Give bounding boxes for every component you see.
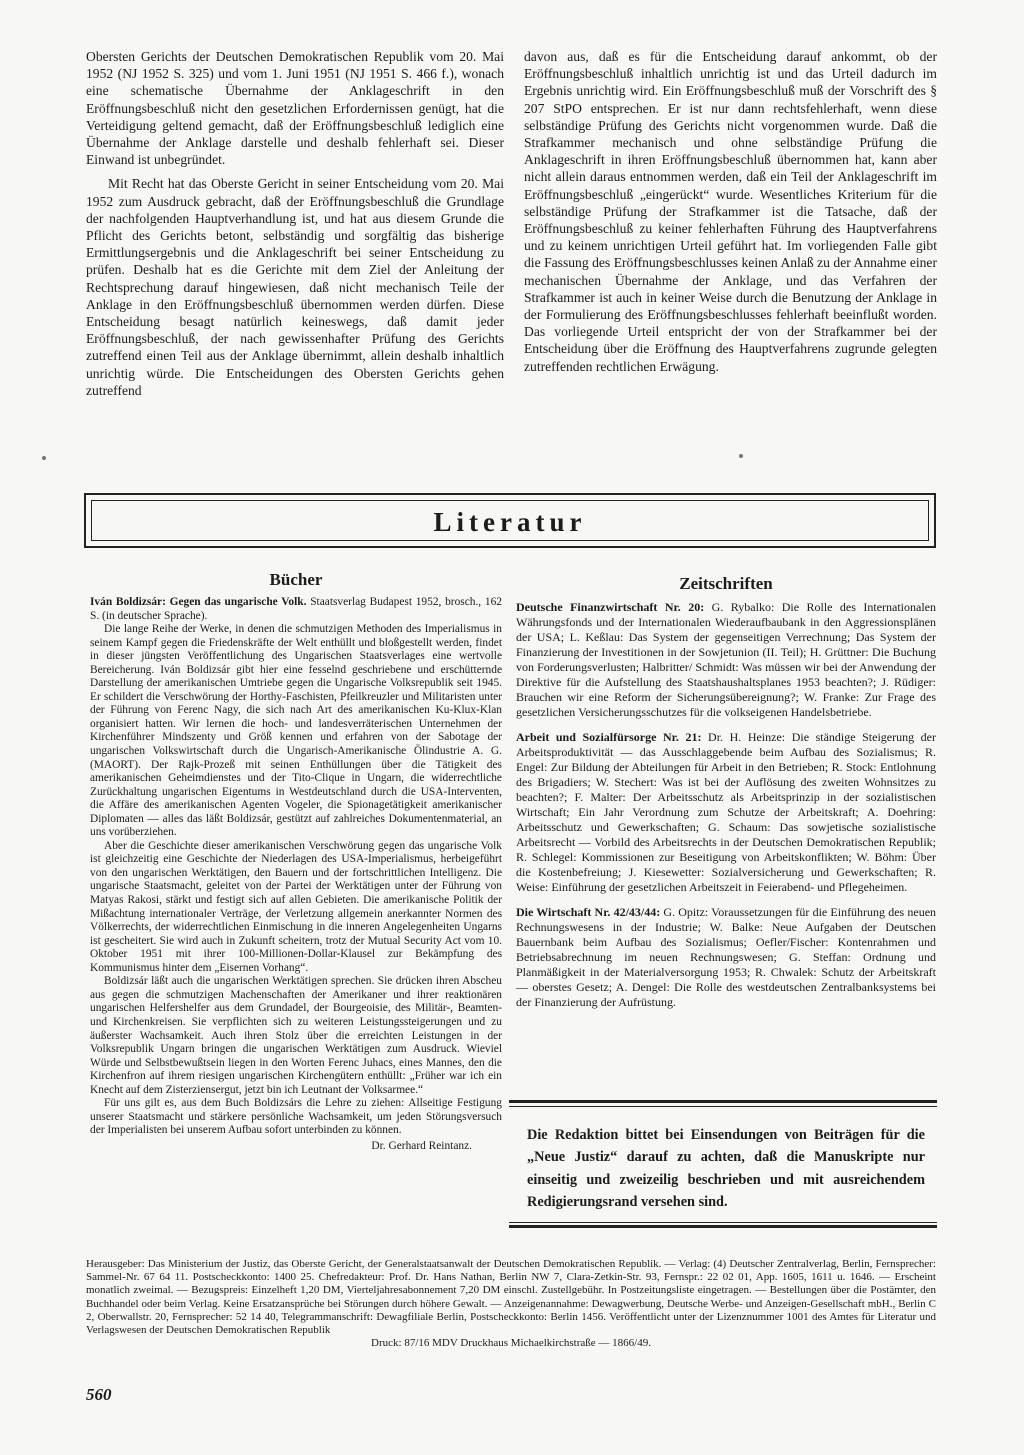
imprint-text: Herausgeber: Das Ministerium der Justiz, das Oberste Gericht, der Generalstaatsanwalt der Deutschen Demokratischen Republik. — Verlag: (4) Deutscher Zentralverlag, Berlin, Fernsprecher: Sammel-Nr. 67 64 11. Postscheckkonto: 1400 25. Chefredakteur: Prof. Dr. Hans Nathan, Berlin NW 7, Clara-Zetkin-Str. 93, Fernspr.: 22 02 01, App. 1605, 1611 u. 1646. — Erscheint monatlich zweimal. — Bezugspreis: Einzelheft 1,20 DM, Vierteljahresabonnement 7,20 DM einschl. Zustellgebühr. In Postzeitungsliste eingetragen. — Bestellungen über die Postämter, den Buchhandel oder beim Verlag. Keine Ersatzansprüche bei Störungen durch höhere Gewalt. — Anzeigenannahme: Dewagwerbung, Deutsche Werbe- und Anzeigen-Gesellschaft mbH., Berlin C 2, Oberwallstr. 20, Fernsprecher: 52 14 40, Telegrammanschrift: Dewagfiliale Berlin, Postscheckkonto: Berlin 1456. Veröffentlicht unter der Lizenznummer 1001 des Amtes für Literatur und Verlagswesen der Deutschen Demokratischen Republik xyxy=(86,1258,936,1337)
review-paragraph: Aber die Geschichte dieser amerikanischen Verschwörung gegen das ungarische Volk ist gleichzeitig eine Geschichte der Niederlagen des USA-Imperialismus, herbeigeführt von den ungarischen Werktätigen, den Bauern und der fortschrittlichen Intelligenz. Die ungarische Staatsmacht, geleitet von der Partei der Werktätigen unter der Führung von Matyas Rakosi, stärkt und festigt sich auf allen Gebieten. Die amerikanische Politik der Mißachtung internationaler Verträge, der Verletzung allgemein anerkannter Normen des Völkerrechts, der widerrechtlichen Einmischung in die inneren Angelegenheiten Ungarns ist gescheitert. Sie wird auch in Zukunft scheitern, trotz der Mutual Security Act vom 10. Oktober 1951 mit ihrer 100-Millionen-Dollar-Klausel zur Bekämpfung des Kommunismus hinter dem „Eisernen Vorhang“. xyxy=(90,839,502,974)
magazine-entry xyxy=(516,730,936,895)
book-title: Gegen das ungarische Volk. xyxy=(169,596,307,608)
article-paragraph: Obersten Gerichts der Deutschen Demokratischen Republik vom 20. Mai 1952 (NJ 1952 S. 325) und vom 1. Juni 1951 (NJ 1951 S. 466 f.), wonach eine schematische Übernahme der Anklageschrift in den Eröffnungsbeschluß nicht den gesetzlichen Erfordernissen genügt, hat die Verteidigung geltend gemacht, daß der Eröffnungsbeschluß lediglich eine Übernahme der Anklage darstelle und deshalb fehlerhaft sei. Dieser Einwand ist unbegründet. xyxy=(86,49,504,168)
print-speck xyxy=(739,454,743,458)
book-reference xyxy=(90,596,502,623)
magazine-list xyxy=(516,600,936,1010)
magazine-entry xyxy=(516,600,936,720)
journal-contents: G. Rybalko: Die Rolle des Internationalen Währungsfonds und der Internationalen Wiederaufbaubank in den Aggressionsplänen der USA; L. Keßlau: Das System der gegenseitigen Verrechnung; Das System der Finanzierung der Investitionen in der Sowjetunion (II. Teil); H. Grüttner: Die Buchung von Forderungsverlusten; Halbritter/ Schmidt: Was müssen wir bei der Anwendung der Direktive für die Aufstellung des Staatshaushaltsplanes 1953 beachten?; J. Rüdiger: Brauchen wir eine Reform der Sicherungsübereignung?; W. Franke: Zur Frage des gesetzlichen Versicherungsschutzes für die volkseigenen Handelsbetriebe. xyxy=(516,600,937,719)
journal-name: Die Wirtschaft Nr. 42/43/44: xyxy=(516,905,661,919)
book-publication: Staatsverlag Budapest 1952, brosch., 162 S. (in deutscher Sprache). xyxy=(90,596,502,622)
notice-rule-bottom xyxy=(509,1225,937,1228)
imprint-printer: Druck: 87/16 MDV Druckhaus Michaelkirchstraße — 1866/49. xyxy=(371,1337,651,1350)
magazines-heading: Zeitschriften xyxy=(679,574,773,593)
journal-name: Arbeit und Sozialfürsorge Nr. 21: xyxy=(516,730,702,744)
section-title: Literatur xyxy=(433,507,587,537)
review-paragraph: Für uns gilt es, aus dem Buch Boldizsárs die Lehre zu ziehen: Allseitige Festigung unserer Staatsmacht und stärkere persönliche Wachsamkeit, um jeden Störungsversuch der Imperialisten bei unserem Aufbau sofort unterbinden zu können. xyxy=(90,1097,502,1137)
print-speck xyxy=(42,456,46,460)
notice-rule-top-thin xyxy=(509,1106,937,1107)
review-paragraph: Boldizsár läßt auch die ungarischen Werktätigen sprechen. Sie drücken ihren Abscheu aus gegen die schmutzigen Machenschaften der Amerikaner und ihrer reaktionären ungarischen Helfershelfer aus dem Grundadel, der Bourgeoisie, des Militär-, Beamten- und Kirchenkreisen. Sie verpflichten sich zu weiteren Leistungssteigerungen und zu äußerster Wachsamkeit. Auch ihren Stolz über die erreichten Leistungen in der Volksrepublik Ungarn bringen die ungarischen Werktätigen zum Ausdruck. Wieviel Würde und Selbstbewußtsein liegen in den Worten Ferenc Juhacs, eines Mannes, den die Kirchenfron auf ihrem riesigen ungarischen Kirchengütern enthüllt: „Früher war ich ein Knecht auf dem Zisterziensergut, jetzt bin ich Leutnant der Volksarmee.“ xyxy=(90,975,502,1096)
magazine-entry xyxy=(516,905,936,1010)
journal-contents: Dr. H. Heinze: Die ständige Steigerung der Arbeitsproduktivität — das Ausschlaggebende beim Aufbau des Sozialismus; R. Engel: Zur Bildung der Abteilungen für Arbeit in den Betrieben; R. Stock: Entlohnung des Brigadiers; W. Stechert: Was ist bei der Auflösung des zweiten Wohnsitzes zu beachten?; F. Malter: Der Arbeitsschutz als Arbeitsprinzip in der sozialistischen Wirtschaft; Ein Jahr Verordnung zum Schutze der Arbeitskraft; A. Doehring: Arbeitsschutz und Gewerkschaften; G. Schaum: Das sowjetische sozialistische Arbeitsrecht — Vorbild des Arbeitsrechts in der Deutschen Demokratischen Republik; R. Schlegel: Kommissionen zur Beseitigung von Arbeitskonflikten; W. Böhm: Über die Kostenbefreiung; J. Kiesewetter: Sozialversicherung und Gewerkschaften; R. Weise: Einführung der gesetzlichen Arbeitszeit in Feierabend- und Pflegeheimen. xyxy=(516,730,937,894)
page-number: 560 xyxy=(86,1385,112,1404)
review-paragraph: Die lange Reihe der Werke, in denen die schmutzigen Methoden des Imperialismus in seinem Kampf gegen die Friedenskräfte der Welt enthüllt und bloßgestellt werden, findet in dieser jüngsten Veröffentlichung des Ungarischen Staatsverlages eine wertvolle Bereicherung. Iván Boldizsár gibt hier eine fesselnd geschriebene und erschütternde Darstellung der amerikanischen Umtriebe gegen die Ungarische Volksrepublik seit 1945. Er schildert die Verschwörung der Horthy-Faschisten, Pfeilkreuzler und Militaristen unter der Führung von Ferenc Nagy, die sich nach Art des amerikanischen Ku-Klux-Klan organisiert hatten. Wir lernen die hoch- und landesverräterischen Unternehmen der Kirchenführer Mindszenty und Größ kennen und erfahren von der Sabotage der ungarischen Volkswirtschaft durch die Ungarisch-Amerikanische Ölindustrie A. G. (MAORT). Der Rajk-Prozeß mit seinen Enthüllungen über die Tätigkeit des amerikanischen Geheimdienstes und der Tito-Clique in Ungarn, die widerrechtliche Zurückhaltung ungarischen Eigentums in Westdeutschland durch die USA-Interventen, die Affäre des amerikanischen Agenten Vogeler, die Spionagetätigkeit amerikanischer Diplomaten — alles das läßt Boldizsár, gestützt auf zahlreiches Dokumentenmaterial, an uns vorüberziehen. xyxy=(90,623,502,839)
article-paragraph: Mit Recht hat das Oberste Gericht in seiner Entscheidung vom 20. Mai 1952 zum Ausdruck gebracht, daß der Eröffnungsbeschluß die Grundlage der nachfolgenden Hauptverhandlung ist, und hat aus diesem Grunde die Pflicht des Gerichts betont, selbständig und sorgfältig das bisherige Ermittlungsergebnis und die Anklageschrift bei seiner Entscheidung zu prüfen. Deshalb hat es die Gerichte mit dem Ziel der Anleitung der Rechtsprechung darauf hingewiesen, daß nicht mechanisch Teile der Anklage in den Eröffnungsbeschluß übernommen werden dürfen. Diese Entscheidung besagt natürlich keineswegs, daß damit jeder Eröffnungsbeschluß, der nach gewissenhafter Prüfung des Gerichts zutreffend einen Teil aus der Anklage übernimmt, allein deshalb inhaltlich unrichtig würde. Die Entscheidungen des Obersten Gerichts gehen zutreffend xyxy=(86,176,504,398)
notice-rule-bottom-thin xyxy=(509,1222,937,1223)
journal-name: Deutsche Finanzwirtschaft Nr. 20: xyxy=(516,600,705,614)
books-heading: Bücher xyxy=(269,570,323,589)
article-left-column xyxy=(86,48,504,399)
journal-contents: G. Opitz: Voraussetzungen für die Einführung des neuen Rechnungswesens in der Industrie; W. Balke: Neue Aufgaben der Deutschen Bauernbank beim Aufbau des Sozialismus; Oefler/Fischer: Kontenrahmen und Betriebsabrechnung im neuen Rechnungswesen; G. Steffan: Ordnung und Planmäßigkeit in der Materialversorgung 1953; R. Chwalek: Schutz der Arbeitskraft — oberstes Gesetz; A. Dengel: Die Rolle des westdeutschen Zentralbanksystems bei der Finanzierung der Aufrüstung. xyxy=(516,905,937,1009)
book-review xyxy=(90,596,502,1153)
imprint xyxy=(86,1258,936,1350)
notice-rule-top xyxy=(509,1100,937,1103)
literatur-header-box xyxy=(84,493,936,548)
review-signature: Dr. Gerhard Reintanz. xyxy=(371,1139,472,1152)
article-right-column xyxy=(524,48,937,375)
editorial-notice: Die Redaktion bittet bei Einsendungen von Beiträgen für die „Neue Justiz“ darauf zu achten, daß die Manuskripte nur einseitig und zweizeilig beschrieben und mit ausreichendem Redigierungsrand versehen sind. xyxy=(527,1127,925,1210)
book-author: Iván Boldizsár: xyxy=(90,596,166,608)
article-paragraph: davon aus, daß es für die Entscheidung darauf ankommt, ob der Eröffnungsbeschluß inhaltlich unrichtig ist und das Urteil dadurch im Ergebnis unrichtig wird. Ein Eröffnungsbeschluß muß der Vorschrift des § 207 StPO entsprechen. Er ist nur dann rechtsfehlerhaft, wenn diese selbständige Prüfung des Gerichts nicht vorgenommen wurde. Daß die Strafkammer mechanisch und ohne selbständige Prüfung die Anklageschrift in ihren Eröffnungsbeschluß übernommen hat, kann aber nicht allein daraus entnommen werden, daß ein Teil der Anklageschrift im Eröffnungsbeschluß „eingerückt“ wurde. Wesentliches Kriterium für die selbständige Prüfung der Strafkammer ist die Tatsache, daß der Eröffnungsbeschluß zu keiner fehlerhaften Führung des Hauptverfahrens und zu keinem unrichtigen Urteil geführt hat. Im vorliegenden Falle gibt die Fassung des Eröffnungsbeschlusses keinen Anlaß zu der Annahme einer mechanischen Übernahme der Anklage, und das Verfahren der Strafkammer ist auch in keiner Weise durch die Benutzung der Anklage in der Formulierung des Eröffnungsbeschlusses fehlerhaft beeinflußt worden. Das vorliegende Urteil entspricht der von der Strafkammer bei der Entscheidung über die Eröffnung des Hauptverfahrens zugrunde gelegten zutreffenden rechtlichen Erwägung. xyxy=(524,49,937,374)
